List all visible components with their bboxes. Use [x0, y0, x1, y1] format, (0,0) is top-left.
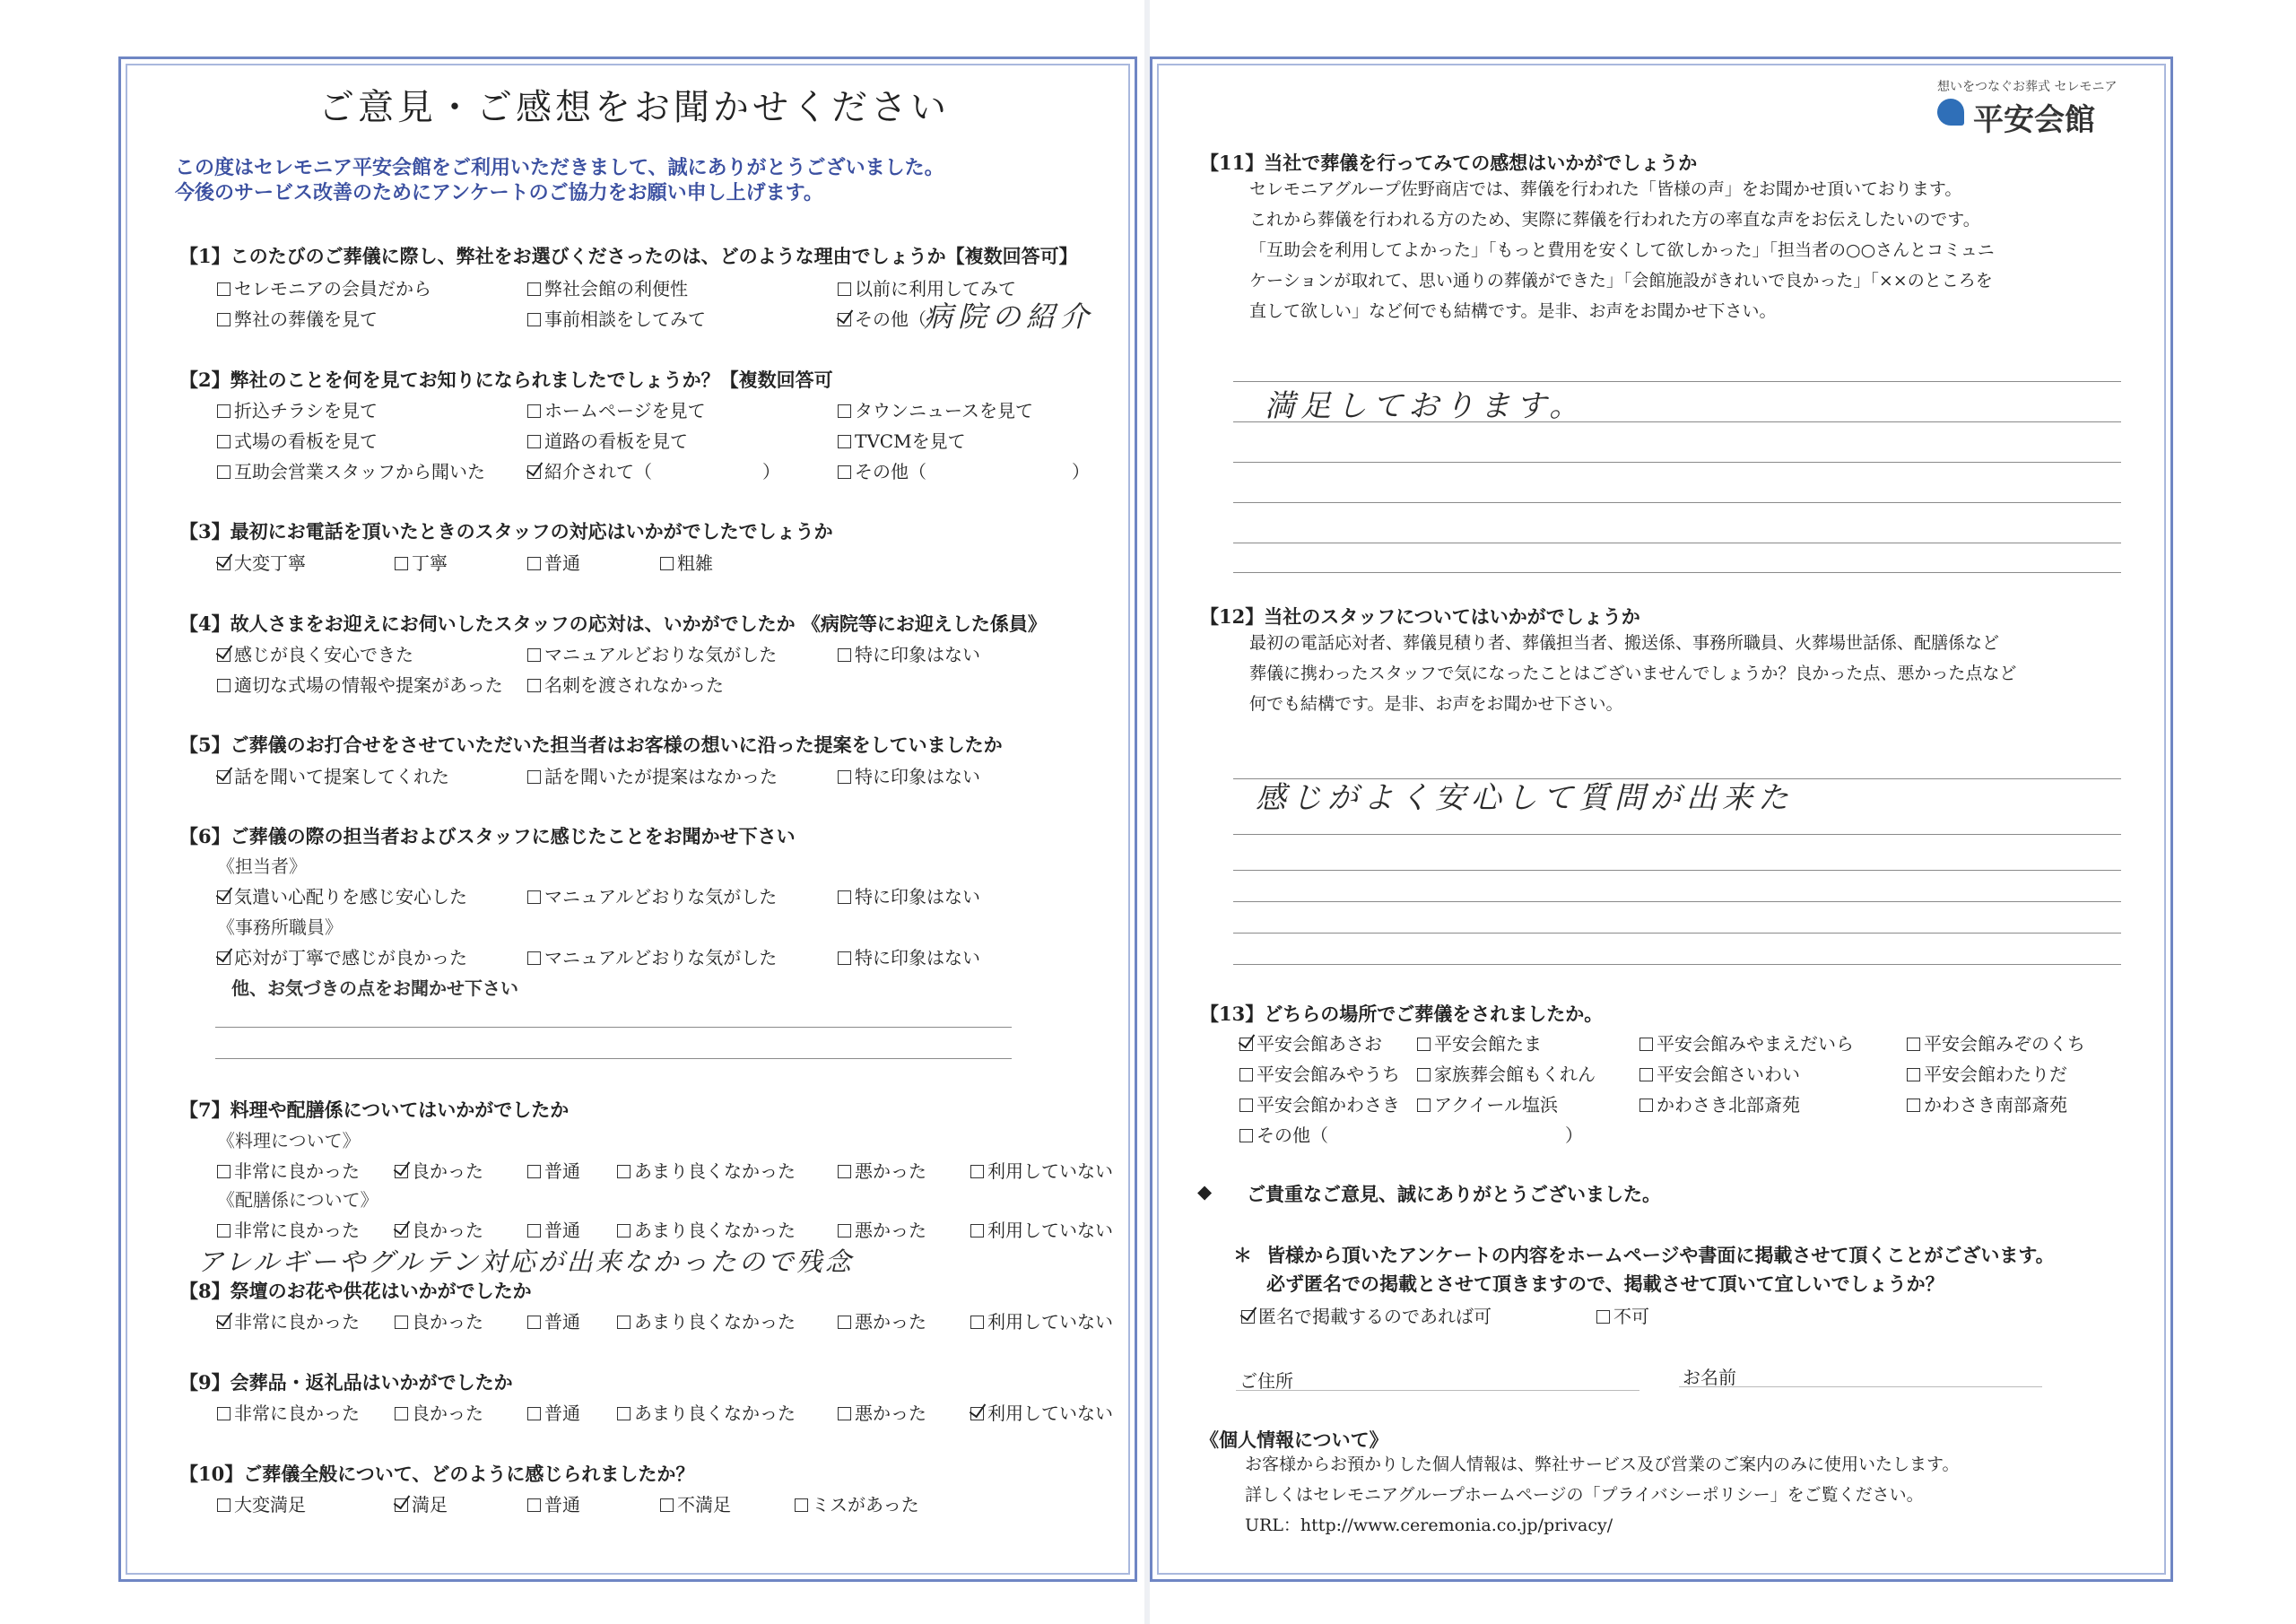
q6-sub-office: 《事務所職員》: [217, 916, 343, 938]
q13-opt[interactable]: 平安会館たま: [1417, 1029, 1542, 1055]
checkbox[interactable]: [838, 1407, 851, 1420]
checkbox[interactable]: [217, 1165, 230, 1178]
q9-opt[interactable]: 良かった: [395, 1399, 483, 1425]
checkbox[interactable]: [1417, 1068, 1431, 1081]
q2-paren-close-2: ）: [1072, 461, 1090, 482]
q6-opt[interactable]: 応対が丁寧で感じが良かった: [217, 943, 467, 969]
checkbox[interactable]: [838, 770, 851, 784]
checkbox[interactable]: [970, 1224, 984, 1238]
q13-opt[interactable]: 平安会館みやうち: [1239, 1060, 1400, 1086]
name-field[interactable]: [1679, 1386, 2042, 1387]
q8-opt[interactable]: 利用していない: [970, 1307, 1113, 1333]
checkbox-checked[interactable]: [217, 557, 230, 570]
publish-line-2: 必ず匿名での掲載とさせて頂きますので、掲載させて頂いて宜しいでしょうか？: [1266, 1272, 1944, 1295]
checkbox[interactable]: [660, 557, 674, 570]
q13-label: 【13】どちらの場所でご葬儀をされましたか。: [1200, 1003, 1604, 1025]
publish-opt-no[interactable]: 不可: [1596, 1302, 1649, 1328]
checkbox[interactable]: [527, 679, 541, 692]
q9-opt[interactable]: あまり良くなかった: [617, 1399, 796, 1425]
checkbox[interactable]: [1907, 1099, 1920, 1112]
checkbox[interactable]: [217, 1407, 230, 1420]
write-line[interactable]: [1233, 462, 2121, 463]
q8-opt[interactable]: 普通: [527, 1307, 580, 1333]
diamond-icon: ◆: [1197, 1180, 1213, 1203]
checkbox[interactable]: [1417, 1099, 1431, 1112]
privacy-line-2: 詳しくはセレモニアグループホームページの「プライバシーポリシー」をご覧ください。: [1245, 1485, 1924, 1505]
checkbox[interactable]: [527, 313, 541, 326]
q11-para-3: 「互助会を利用してよかった」「もっと費用を安くして欲しかった」「担当者の○○さんとコミュニ: [1249, 240, 1995, 260]
address-field[interactable]: [1236, 1390, 1639, 1391]
q4-opt[interactable]: 名刺を渡されなかった: [527, 671, 724, 697]
q11-handwritten: 満足しております。: [1265, 388, 1586, 424]
q7-service-opt[interactable]: あまり良くなかった: [617, 1216, 796, 1242]
checkbox[interactable]: [217, 465, 230, 479]
q5-label: 【5】ご葬儀のお打合せをさせていただいた担当者はお客様の想いに沿った提案をしていましたか: [179, 734, 1003, 756]
q6-other-label: 他、お気づきの点をお聞かせ下さい: [231, 977, 518, 999]
write-line[interactable]: [1233, 933, 2121, 934]
q13-opt-other[interactable]: その他（: [1239, 1121, 1328, 1147]
checkbox[interactable]: [1639, 1099, 1653, 1112]
q6-sub-staff: 《担当者》: [217, 855, 307, 877]
q7-label: 【7】料理や配膳係についてはいかがでしたか: [179, 1099, 570, 1121]
q13-opt[interactable]: 平安会館わたりだ: [1907, 1060, 2067, 1086]
q11-para-4: ケーションが取れて、思い通りの葬儀ができた」「会館施設がきれいで良かった」「××のところを: [1249, 271, 1993, 291]
checkbox[interactable]: [395, 1407, 408, 1420]
q13-opt[interactable]: 平安会館みぞのくち: [1907, 1029, 2085, 1055]
q3-label: 【3】最初にお電話を頂いたときのスタッフの対応はいかがでしたでしょうか: [179, 520, 833, 543]
checkbox[interactable]: [217, 1498, 230, 1512]
write-line[interactable]: [1233, 834, 2121, 835]
q11-para-1: セレモニアグループ佐野商店では、葬儀を行われた「皆様の声」をお聞かせ頂いております。: [1249, 179, 1962, 199]
write-line[interactable]: [1233, 870, 2121, 871]
q2-paren-close: ）: [762, 461, 780, 482]
thanks-text: ご貴重なご意見、誠にありがとうございました。: [1247, 1183, 1661, 1205]
q3-opt[interactable]: 丁寧: [395, 549, 448, 575]
q13-opt[interactable]: 平安会館あさお: [1239, 1029, 1382, 1055]
write-line[interactable]: [215, 1027, 1012, 1028]
q12-label: 【12】当社のスタッフについてはいかがでしょうか: [1200, 605, 1640, 628]
q4-opt[interactable]: 感じが良く安心できた: [217, 640, 413, 666]
q7-handwritten: アレルギーやグルテン対応が出来なかったので残念: [197, 1246, 854, 1277]
checkbox[interactable]: [1596, 1310, 1610, 1324]
q1-opt[interactable]: 弊社会館の利便性: [527, 274, 688, 300]
checkbox[interactable]: [1639, 1038, 1653, 1051]
checkbox[interactable]: [838, 1224, 851, 1238]
write-line[interactable]: [1233, 572, 2121, 573]
q4-opt[interactable]: 適切な式場の情報や提案があった: [217, 671, 503, 697]
q13-opt[interactable]: 家族葬会館もくれん: [1417, 1060, 1596, 1086]
checkbox[interactable]: [838, 435, 851, 448]
checkbox[interactable]: [1239, 1068, 1253, 1081]
checkbox[interactable]: [838, 1165, 851, 1178]
checkbox-checked[interactable]: [395, 1165, 408, 1178]
q8-opt[interactable]: 悪かった: [838, 1307, 926, 1333]
asterisk-icon: ＊: [1233, 1244, 1252, 1266]
name-label: お名前: [1683, 1367, 1736, 1388]
checkbox[interactable]: [527, 435, 541, 448]
q6-opt[interactable]: 特に印象はない: [838, 943, 980, 969]
q13-opt[interactable]: 平安会館かわさき: [1239, 1090, 1400, 1116]
q12-para-3: 何でも結構です。是非、お声をお聞かせ下さい。: [1249, 694, 1623, 714]
q1-opt-other[interactable]: その他（: [838, 305, 926, 331]
q5-opt[interactable]: 話を聞いたが提案はなかった: [527, 762, 778, 788]
q6-opt[interactable]: 特に印象はない: [838, 882, 980, 908]
checkbox[interactable]: [1239, 1099, 1253, 1112]
q3-opt[interactable]: 大変丁寧: [217, 549, 306, 575]
checkbox-checked[interactable]: [1241, 1310, 1255, 1324]
checkbox[interactable]: [838, 890, 851, 904]
q2-opt[interactable]: 折込チラシを見て: [217, 396, 378, 422]
checkbox[interactable]: [660, 1498, 674, 1512]
checkbox[interactable]: [527, 1498, 541, 1512]
checkbox-checked[interactable]: [217, 1316, 230, 1329]
q7-service-opt[interactable]: 良かった: [395, 1216, 483, 1242]
write-line[interactable]: [1233, 421, 2121, 422]
write-line[interactable]: [1233, 901, 2121, 902]
q7-food-opt[interactable]: 非常に良かった: [217, 1157, 360, 1183]
q3-opt[interactable]: 粗雑: [660, 549, 713, 575]
privacy-url[interactable]: URL：http://www.ceremonia.co.jp/privacy/: [1245, 1515, 1613, 1535]
checkbox-checked[interactable]: [395, 1498, 408, 1512]
checkbox[interactable]: [217, 404, 230, 418]
q5-opt[interactable]: 話を聞いて提案してくれた: [217, 762, 449, 788]
q7-sub-service: 《配膳係について》: [217, 1189, 378, 1211]
write-line[interactable]: [1233, 502, 2121, 503]
checkbox[interactable]: [617, 1224, 631, 1238]
checkbox[interactable]: [838, 951, 851, 965]
intro-line-1: この度はセレモニア平安会館をご利用いただきまして、誠にありがとうございました。: [175, 157, 944, 179]
q13-opt[interactable]: 平安会館みやまえだいら: [1639, 1029, 1854, 1055]
q13-opt[interactable]: かわさき南部斎苑: [1907, 1090, 2067, 1116]
q7-food-opt[interactable]: 悪かった: [838, 1157, 926, 1183]
q12-para-1: 最初の電話応対者、葬儀見積り者、葬儀担当者、搬送係、事務所職員、火葬場世話係、配膳係など: [1249, 633, 2000, 653]
checkbox-checked[interactable]: [217, 951, 230, 965]
checkbox[interactable]: [527, 890, 541, 904]
q7-food-opt[interactable]: 普通: [527, 1157, 580, 1183]
checkbox[interactable]: [527, 404, 541, 418]
q3-opt[interactable]: 普通: [527, 549, 580, 575]
q8-opt[interactable]: 良かった: [395, 1307, 483, 1333]
q13-opt[interactable]: アクイール塩浜: [1417, 1090, 1558, 1116]
q4-label: 【4】故人さまをお迎えにお伺いしたスタッフの応対は、いかがでしたか 《病院等にお迎えした係員》: [179, 612, 1047, 635]
q10-opt[interactable]: 普通: [527, 1490, 580, 1516]
q10-opt[interactable]: ミスがあった: [795, 1490, 919, 1516]
q2-opt[interactable]: 式場の看板を見て: [217, 427, 378, 453]
q2-label: 【2】弊社のことを何を見てお知りになられましたでしょうか？【複数回答可: [179, 369, 833, 391]
checkbox-checked[interactable]: [217, 890, 230, 904]
q7-food-opt[interactable]: 利用していない: [970, 1157, 1113, 1183]
checkbox[interactable]: [527, 1316, 541, 1329]
checkbox[interactable]: [527, 770, 541, 784]
q13-paren-close: ）: [1565, 1125, 1583, 1146]
checkbox[interactable]: [838, 282, 851, 296]
checkbox-checked[interactable]: [1239, 1038, 1253, 1051]
q6-label: 【6】ご葬儀の際の担当者およびスタッフに感じたことをお聞かせ下さい: [179, 825, 796, 847]
checkbox[interactable]: [795, 1498, 808, 1512]
q1-handwritten: 病院の紹介: [924, 300, 1095, 334]
q8-opt[interactable]: あまり良くなかった: [617, 1307, 796, 1333]
checkbox[interactable]: [527, 557, 541, 570]
q5-opt[interactable]: 特に印象はない: [838, 762, 980, 788]
q13-opt[interactable]: かわさき北部斎苑: [1639, 1090, 1800, 1116]
intro-line-2: 今後のサービス改善のためにアンケートのご協力をお願い申し上げます。: [175, 182, 823, 204]
q2-opt-other[interactable]: その他（: [838, 457, 926, 483]
checkbox[interactable]: [617, 1165, 631, 1178]
checkbox-checked[interactable]: [395, 1224, 408, 1238]
q2-opt[interactable]: タウンニュースを見て: [838, 396, 1033, 422]
q7-sub-food: 《料理について》: [217, 1130, 361, 1151]
q9-opt[interactable]: 普通: [527, 1399, 580, 1425]
checkbox[interactable]: [838, 648, 851, 662]
q13-opt[interactable]: 平安会館さいわい: [1639, 1060, 1800, 1086]
brand-logo-icon: [1937, 99, 1964, 126]
q2-opt[interactable]: 互助会営業スタッフから聞いた: [217, 457, 485, 483]
q6-opt[interactable]: 気遣い心配りを感じ安心した: [217, 882, 467, 908]
q10-opt[interactable]: 満足: [395, 1490, 448, 1516]
checkbox[interactable]: [970, 1316, 984, 1329]
q7-service-opt[interactable]: 悪かった: [838, 1216, 926, 1242]
q1-label: 【1】このたびのご葬儀に際し、弊社をお選びくださったのは、どのような理由でしょうか【複数回答可】: [179, 245, 1078, 267]
checkbox[interactable]: [217, 679, 230, 692]
checkbox[interactable]: [617, 1407, 631, 1420]
q6-opt[interactable]: マニュアルどおりな気がした: [527, 943, 777, 969]
q11-para-2: これから葬儀を行われる方のため、実際に葬儀を行われた方の率直な声をお伝えしたいのです。: [1249, 210, 1980, 230]
form-title: ご意見・ご感想をお聞かせください: [318, 87, 950, 128]
q9-label: 【9】会葬品・返礼品はいかがでしたか: [179, 1371, 513, 1394]
checkbox[interactable]: [527, 1407, 541, 1420]
q1-opt[interactable]: セレモニアの会員だから: [217, 274, 431, 300]
checkbox[interactable]: [527, 648, 541, 662]
q10-opt[interactable]: 大変満足: [217, 1490, 306, 1516]
checkbox[interactable]: [838, 465, 851, 479]
checkbox[interactable]: [527, 1165, 541, 1178]
q1-opt[interactable]: 弊社の葬儀を見て: [217, 305, 378, 331]
checkbox[interactable]: [217, 313, 230, 326]
publish-opt-anonymous[interactable]: 匿名で掲載するのであれば可: [1241, 1302, 1492, 1328]
write-line[interactable]: [215, 1058, 1012, 1059]
checkbox-checked[interactable]: [217, 770, 230, 784]
checkbox[interactable]: [1417, 1038, 1431, 1051]
checkbox-checked[interactable]: [970, 1407, 984, 1420]
checkbox[interactable]: [1907, 1068, 1920, 1081]
q9-opt[interactable]: 非常に良かった: [217, 1399, 360, 1425]
checkbox-checked[interactable]: [838, 313, 851, 326]
q7-food-opt[interactable]: あまり良くなかった: [617, 1157, 796, 1183]
publish-line-1: 皆様から頂いたアンケートの内容をホームページや書面に掲載させて頂くことがございます。: [1266, 1244, 2055, 1266]
q8-opt[interactable]: 非常に良かった: [217, 1307, 360, 1333]
checkbox[interactable]: [217, 435, 230, 448]
write-line[interactable]: [1233, 964, 2121, 965]
q10-opt[interactable]: 不満足: [660, 1490, 731, 1516]
checkbox[interactable]: [527, 1224, 541, 1238]
checkbox-checked[interactable]: [217, 648, 230, 662]
q9-opt[interactable]: 悪かった: [838, 1399, 926, 1425]
q7-food-opt[interactable]: 良かった: [395, 1157, 483, 1183]
q1-opt[interactable]: 事前相談をしてみて: [527, 305, 706, 331]
q12-para-2: 葬儀に携わったスタッフで気になったことはございませんでしょうか？良かった点、悪かった点など: [1249, 664, 2017, 683]
q6-opt[interactable]: マニュアルどおりな気がした: [527, 882, 777, 908]
checkbox[interactable]: [1639, 1068, 1653, 1081]
checkbox[interactable]: [395, 557, 408, 570]
checkbox-checked[interactable]: [527, 465, 541, 479]
q7-service-opt[interactable]: 普通: [527, 1216, 580, 1242]
privacy-line-1: お客様からお預かりした個人情報は、弊社サービス及び営業のご案内のみに使用いたします。: [1245, 1455, 1960, 1474]
q11-label: 【11】当社で葬儀を行ってみての感想はいかがでしょうか: [1200, 152, 1698, 174]
q11-para-5: 直して欲しい」など何でも結構です。是非、お声をお聞かせ下さい。: [1249, 301, 1777, 321]
brand-tagline: 想いをつなぐお葬式 セレモニア: [1937, 80, 2118, 94]
q8-label: 【8】祭壇のお花や供花はいかがでしたか: [179, 1280, 532, 1302]
q7-service-opt[interactable]: 非常に良かった: [217, 1216, 360, 1242]
q7-service-opt[interactable]: 利用していない: [970, 1216, 1113, 1242]
checkbox[interactable]: [217, 1224, 230, 1238]
q2-opt[interactable]: ホームページを見て: [527, 396, 706, 422]
checkbox[interactable]: [838, 404, 851, 418]
checkbox[interactable]: [527, 951, 541, 965]
q12-handwritten: 感じがよく安心して質問が出来た: [1256, 780, 1794, 816]
checkbox[interactable]: [527, 282, 541, 296]
address-label: ご住所: [1239, 1370, 1293, 1392]
checkbox[interactable]: [1239, 1129, 1253, 1142]
q10-label: 【10】ご葬儀全般について、どのように感じられましたか？: [179, 1463, 695, 1485]
checkbox[interactable]: [1907, 1038, 1920, 1051]
q4-opt[interactable]: 特に印象はない: [838, 640, 980, 666]
privacy-heading: 《個人情報について》: [1200, 1429, 1388, 1451]
q1-opt[interactable]: 以前に利用してみて: [838, 274, 1016, 300]
checkbox[interactable]: [838, 1316, 851, 1329]
checkbox[interactable]: [217, 282, 230, 296]
q9-opt[interactable]: 利用していない: [970, 1399, 1113, 1425]
q2-opt[interactable]: 紹介されて（: [527, 457, 652, 483]
checkbox[interactable]: [970, 1165, 984, 1178]
checkbox[interactable]: [617, 1316, 631, 1329]
q2-opt[interactable]: TVCMを見て: [838, 427, 966, 453]
checkbox[interactable]: [395, 1316, 408, 1329]
q4-opt[interactable]: マニュアルどおりな気がした: [527, 640, 777, 666]
q2-opt[interactable]: 道路の看板を見て: [527, 427, 688, 453]
brand-name: 平安会館: [1973, 102, 2095, 138]
